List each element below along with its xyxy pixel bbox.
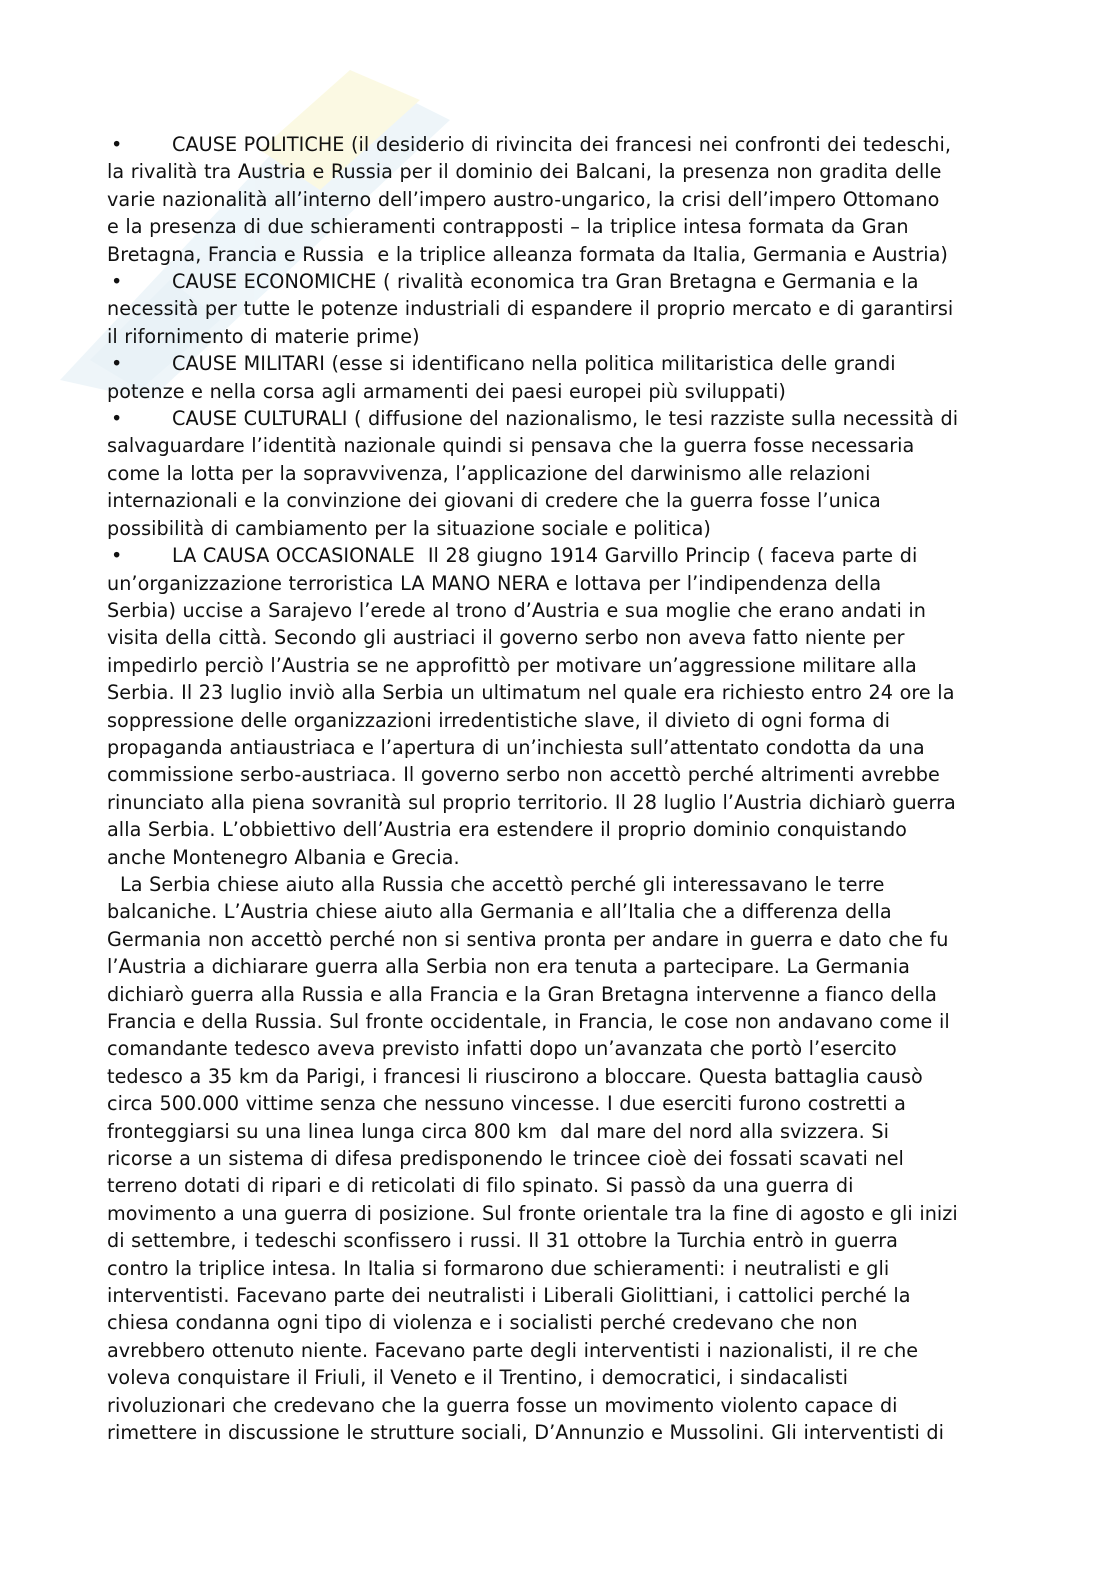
line-text: dichiarò guerra alla Russia e alla Francia e la Gran Bretagna intervenne a fianco della — [107, 982, 937, 1006]
line-text: chiesa condanna ogni tipo di violenza e i socialisti perché credevano che non — [107, 1311, 858, 1335]
line-text: commissione serbo-austriaca. Il governo serbo non accettò perché altrimenti avrebbe — [107, 763, 940, 787]
line-text: propaganda antiaustriaca e l’apertura di un’inchiesta sull’attentato condotta da una — [107, 735, 925, 759]
text-line — [107, 570, 1007, 597]
text-line — [107, 515, 1007, 542]
text-line — [107, 624, 1007, 651]
bullet-item-line — [107, 131, 1007, 158]
text-line — [107, 1364, 1007, 1391]
line-text: salvaguardare l’identità nazionale quindi si pensava che la guerra fosse necessaria — [107, 434, 915, 458]
line-text: ricorse a un sistema di difesa predisponendo le trincee cioè dei fossati scavati nel — [107, 1147, 904, 1171]
line-text: LA CAUSA OCCASIONALE Il 28 giugno 1914 Garvillo Princip ( faceva parte di — [172, 544, 918, 568]
text-line — [107, 1172, 1007, 1199]
text-line — [107, 186, 1007, 213]
bullet-icon: • — [111, 352, 123, 376]
text-line — [107, 871, 1007, 898]
line-text: comandante tedesco aveva previsto infatti dopo un’avanzata che portò l’esercito — [107, 1037, 897, 1061]
line-text: e la presenza di due schieramenti contrapposti – la triplice intesa formata da Gran — [107, 215, 909, 239]
line-text: rivoluzionari che credevano che la guerra fosse un movimento violento capace di — [107, 1393, 898, 1417]
line-text: La Serbia chiese aiuto alla Russia che accettò perché gli interessavano le terre — [120, 872, 885, 896]
line-text: tedesco a 35 km da Parigi, i francesi li riuscirono a bloccare. Questa battaglia causò — [107, 1064, 923, 1088]
text-line — [107, 652, 1007, 679]
line-text: rimettere in discussione le strutture sociali, D’Annunzio e Mussolini. Gli interventisti di — [107, 1421, 944, 1445]
line-text: contro la triplice intesa. In Italia si formarono due schieramenti: i neutralisti e gli — [107, 1256, 890, 1280]
text-line — [107, 241, 1007, 268]
line-text: come la lotta per la sopravvivenza, l’applicazione del darwinismo alle relazioni — [107, 461, 871, 485]
text-line — [107, 1008, 1007, 1035]
line-text: movimento a una guerra di posizione. Sul fronte orientale tra la fine di agosto e gli inizi — [107, 1201, 958, 1225]
text-line — [107, 981, 1007, 1008]
text-line — [107, 597, 1007, 624]
line-text: circa 500.000 vittime senza che nessuno vincesse. I due eserciti furono costretti a — [107, 1092, 906, 1116]
line-text: potenze e nella corsa agli armamenti dei paesi europei più sviluppati) — [107, 379, 786, 403]
line-text: CAUSE MILITARI (esse si identificano nella politica militaristica delle grandi — [172, 352, 896, 376]
line-text: internazionali e la convinzione dei giovani di credere che la guerra fosse l’unica — [107, 489, 881, 513]
text-line — [107, 953, 1007, 980]
line-text: necessità per tutte le potenze industriali di espandere il proprio mercato e di garantirsi — [107, 297, 954, 321]
line-text: CAUSE ECONOMICHE ( rivalità economica tra Gran Bretagna e Germania e la — [172, 270, 919, 294]
line-text: voleva conquistare il Friuli, il Veneto e il Trentino, i democratici, i sindacalisti — [107, 1366, 848, 1390]
text-line — [107, 1090, 1007, 1117]
line-text: avrebbero ottenuto niente. Facevano parte degli interventisti i nazionalisti, il re che — [107, 1338, 919, 1362]
line-text: anche Montenegro Albania e Grecia. — [107, 845, 460, 869]
line-text: impedirlo perciò l’Austria se ne approfittò per motivare un’aggressione militare alla — [107, 653, 917, 677]
text-line — [107, 734, 1007, 761]
line-text: Bretagna, Francia e Russia e la triplice alleanza formata da Italia, Germania e Austria) — [107, 242, 948, 266]
text-line — [107, 789, 1007, 816]
text-line — [107, 898, 1007, 925]
text-line — [107, 295, 1007, 322]
line-text: Germania non accettò perché non si sentiva pronta per andare in guerra e dato che fu — [107, 927, 949, 951]
text-line — [107, 158, 1007, 185]
line-text: possibilità di cambiamento per la situazione sociale e politica) — [107, 516, 711, 540]
line-text: Serbia. Il 23 luglio inviò alla Serbia un ultimatum nel quale era richiesto entro 24 ore la — [107, 681, 955, 705]
line-text: soppressione delle organizzazioni irredentistiche slave, il divieto di ogni forma di — [107, 708, 891, 732]
bullet-item-line — [107, 542, 1007, 569]
text-line — [107, 432, 1007, 459]
text-line — [107, 1282, 1007, 1309]
line-text: CAUSE CULTURALI ( diffusione del nazionalismo, le tesi razziste sulla necessità di — [172, 407, 959, 431]
text-line — [107, 816, 1007, 843]
text-line — [107, 844, 1007, 871]
line-text: l’Austria a dichiarare guerra alla Serbia non era tenuta a partecipare. La Germania — [107, 955, 910, 979]
text-line — [107, 213, 1007, 240]
line-text: Francia e della Russia. Sul fronte occidentale, in Francia, le cose non andavano come il — [107, 1010, 950, 1033]
text-line — [107, 707, 1007, 734]
bullet-item-line — [107, 268, 1007, 295]
line-text: la rivalità tra Austria e Russia per il dominio dei Balcani, la presenza non gradita delle — [107, 160, 942, 184]
text-line — [107, 487, 1007, 514]
line-text: Serbia) uccise a Sarajevo l’erede al trono d’Austria e sua moglie che erano andati in — [107, 598, 926, 622]
text-line — [107, 679, 1007, 706]
line-text: il rifornimento di materie prime) — [107, 324, 420, 348]
text-line — [107, 926, 1007, 953]
line-text: balcaniche. L’Austria chiese aiuto alla Germania e all’Italia che a differenza della — [107, 900, 892, 924]
bullet-item-line — [107, 350, 1007, 377]
line-text: fronteggiarsi su una linea lunga circa 800 km dal mare del nord alla svizzera. Si — [107, 1119, 889, 1143]
text-line — [107, 1118, 1007, 1145]
text-line — [107, 761, 1007, 788]
bullet-item-line — [107, 405, 1007, 432]
text-line — [107, 1145, 1007, 1172]
text-line — [107, 1227, 1007, 1254]
line-text: terreno dotati di ripari e di reticolati di filo spinato. Si passò da una guerra di — [107, 1174, 854, 1198]
line-text: alla Serbia. L’obbiettivo dell’Austria era estendere il proprio dominio conquistando — [107, 818, 907, 842]
bullet-icon: • — [111, 133, 123, 156]
bullet-icon: • — [111, 270, 123, 294]
text-line — [107, 1063, 1007, 1090]
line-text: visita della città. Secondo gli austriaci il governo serbo non aveva fatto niente per — [107, 626, 905, 650]
line-text: CAUSE POLITICHE (il desiderio di rivincita dei francesi nei confronti dei tedeschi, — [172, 133, 952, 156]
text-line — [107, 1337, 1007, 1364]
document-body — [107, 131, 1007, 1447]
text-line — [107, 1035, 1007, 1062]
line-text: un’organizzazione terroristica LA MANO NERA e lottava per l’indipendenza della — [107, 571, 882, 595]
text-line — [107, 378, 1007, 405]
text-line — [107, 1419, 1007, 1446]
bullet-icon: • — [111, 407, 123, 431]
line-text: di settembre, i tedeschi sconfissero i russi. Il 31 ottobre la Turchia entrò in guerra — [107, 1229, 898, 1253]
line-text: interventisti. Facevano parte dei neutralisti i Liberali Giolittiani, i cattolici perché la — [107, 1284, 911, 1308]
text-line — [107, 323, 1007, 350]
line-text: varie nazionalità all’interno dell’impero austro-ungarico, la crisi dell’impero Ottomano — [107, 187, 940, 211]
text-line — [107, 1255, 1007, 1282]
bullet-icon: • — [111, 544, 123, 568]
text-line — [107, 1309, 1007, 1336]
text-line — [107, 1200, 1007, 1227]
text-line — [107, 460, 1007, 487]
line-text: rinunciato alla piena sovranità sul proprio territorio. Il 28 luglio l’Austria dichiarò guerra — [107, 790, 956, 814]
text-line — [107, 1392, 1007, 1419]
